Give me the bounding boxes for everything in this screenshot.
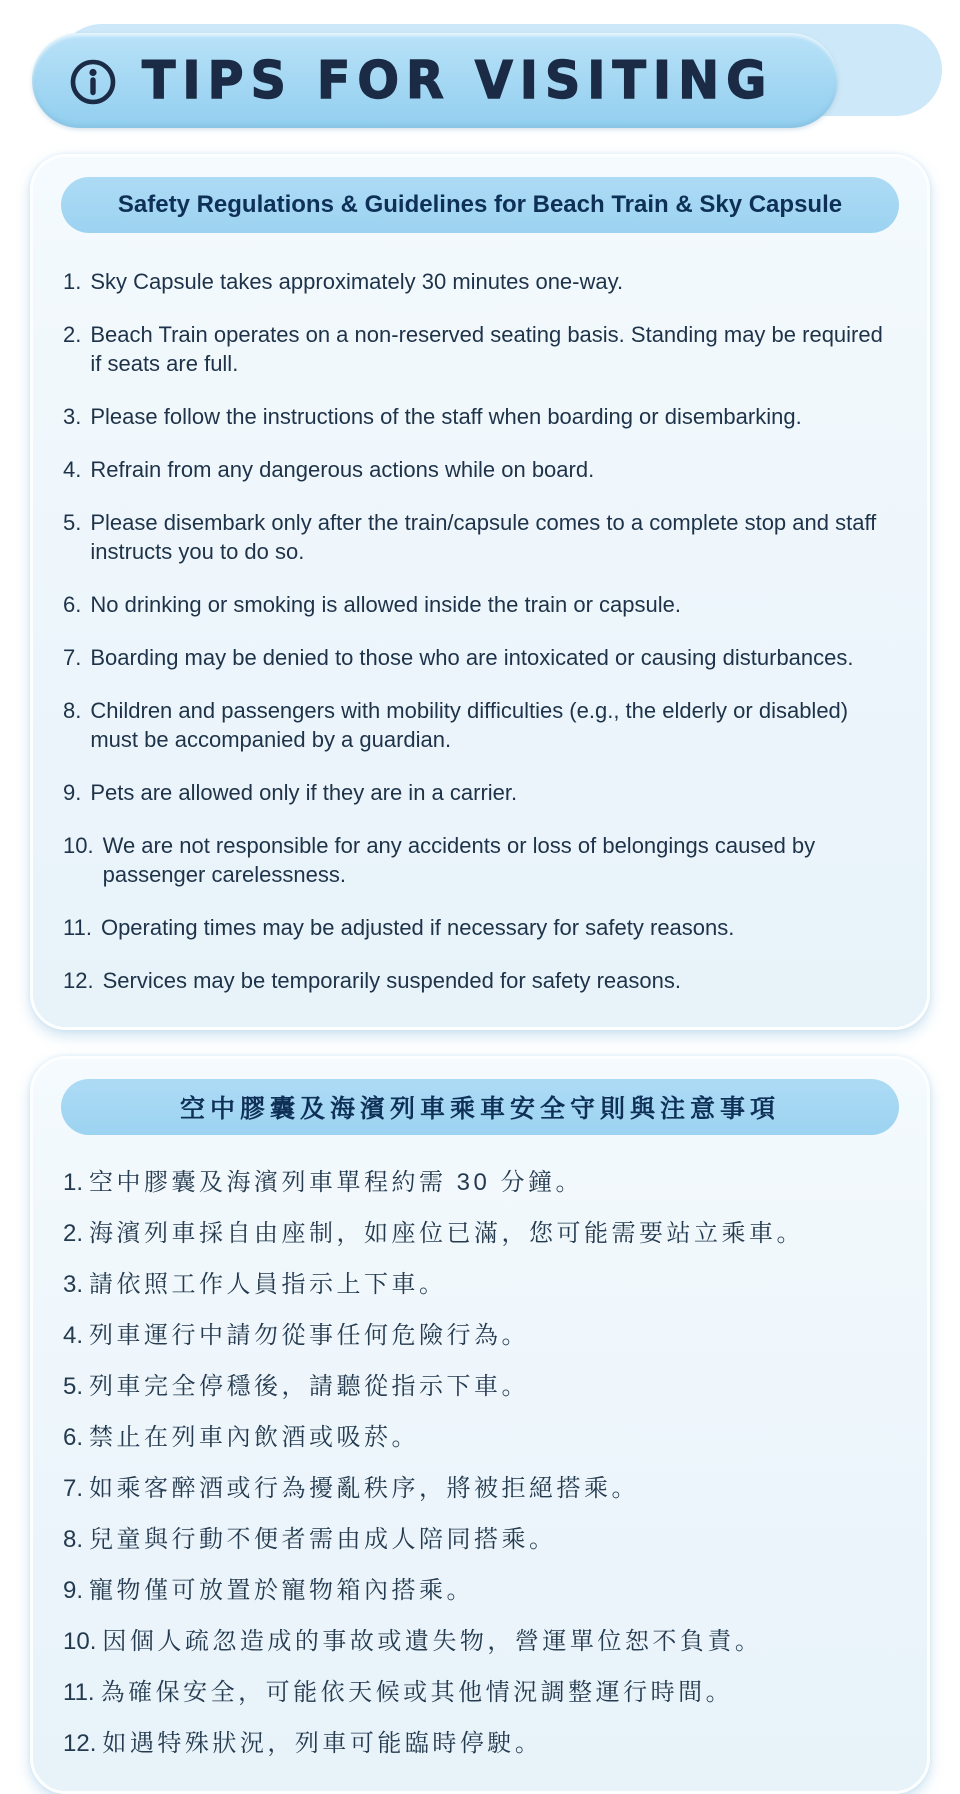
item-number: 3. bbox=[63, 404, 82, 429]
tips-for-visiting-page bbox=[0, 24, 960, 1794]
item-text: 如遇特殊狀況，列車可能臨時停駛。 bbox=[102, 1730, 543, 1757]
item-number: 2. bbox=[63, 1220, 84, 1247]
page-title-banner bbox=[30, 24, 930, 128]
list-item bbox=[63, 1320, 899, 1351]
list-item bbox=[63, 1575, 899, 1606]
item-text: Pets are allowed only if they are in a carrier. bbox=[90, 780, 518, 805]
item-text: 禁止在列車內飲酒或吸菸。 bbox=[89, 1424, 420, 1451]
list-item bbox=[63, 778, 899, 807]
item-text: 列車運行中請勿從事任何危險行為。 bbox=[89, 1322, 530, 1349]
page-title: TIPS FOR VISITING bbox=[142, 50, 774, 111]
item-number: 2. bbox=[63, 322, 82, 347]
item-text: 列車完全停穩後，請聽從指示下車。 bbox=[89, 1373, 530, 1400]
item-number: 6. bbox=[63, 592, 82, 617]
item-number: 4. bbox=[63, 457, 82, 482]
item-text: Services may be temporarily suspended for safety reasons. bbox=[102, 968, 681, 993]
item-text: Refrain from any dangerous actions while on board. bbox=[90, 457, 595, 482]
item-text: 請依照工作人員指示上下車。 bbox=[89, 1271, 447, 1298]
list-item bbox=[63, 696, 899, 754]
item-number: 9. bbox=[63, 1577, 84, 1604]
section-heading-english: Safety Regulations & Guidelines for Beach Train & Sky Capsule bbox=[61, 177, 899, 233]
info-icon bbox=[68, 57, 118, 107]
item-number: 4. bbox=[63, 1322, 84, 1349]
section-heading-chinese: 空中膠囊及海濱列車乘車安全守則與注意事項 bbox=[61, 1079, 899, 1135]
item-number: 6. bbox=[63, 1424, 84, 1451]
item-number: 11. bbox=[63, 1679, 95, 1706]
section-safety-chinese bbox=[30, 1056, 930, 1794]
item-text: No drinking or smoking is allowed inside the train or capsule. bbox=[90, 592, 681, 617]
list-item bbox=[63, 590, 899, 619]
item-number: 5. bbox=[63, 510, 82, 535]
item-number: 10. bbox=[63, 1628, 97, 1655]
list-item bbox=[63, 1524, 899, 1555]
item-number: 10. bbox=[63, 833, 94, 858]
item-text: Operating times may be adjusted if necessary for safety reasons. bbox=[100, 915, 735, 940]
safety-list-chinese bbox=[61, 1167, 899, 1759]
item-text: Beach Train operates on a non-reserved seating basis. Standing may be required if seats are full. bbox=[90, 322, 883, 376]
list-item bbox=[63, 267, 899, 296]
list-item bbox=[63, 1422, 899, 1453]
item-text: Children and passengers with mobility difficulties (e.g., the elderly or disabled) must be accompanied by a guardian. bbox=[90, 698, 849, 752]
section-safety-english bbox=[30, 154, 930, 1030]
list-item bbox=[63, 1626, 899, 1657]
item-text: Boarding may be denied to those who are intoxicated or causing disturbances. bbox=[90, 645, 854, 670]
list-item bbox=[63, 1218, 899, 1249]
item-number: 1. bbox=[63, 269, 82, 294]
item-number: 9. bbox=[63, 780, 82, 805]
item-number: 7. bbox=[63, 1475, 84, 1502]
list-item bbox=[63, 1677, 899, 1708]
item-text: 因個人疏忽造成的事故或遺失物，營運單位恕不負責。 bbox=[102, 1628, 763, 1655]
item-number: 11. bbox=[63, 915, 92, 940]
item-text: Please disembark only after the train/capsule comes to a complete stop and staff instructs you to do so. bbox=[90, 510, 877, 564]
item-number: 5. bbox=[63, 1373, 84, 1400]
list-item bbox=[63, 966, 899, 995]
item-number: 3. bbox=[63, 1271, 84, 1298]
list-item bbox=[63, 402, 899, 431]
list-item bbox=[63, 1728, 899, 1759]
list-item bbox=[63, 320, 899, 378]
item-text: 兒童與行動不便者需由成人陪同搭乘。 bbox=[89, 1526, 557, 1553]
list-item bbox=[63, 1167, 899, 1198]
list-item bbox=[63, 643, 899, 672]
item-number: 8. bbox=[63, 1526, 84, 1553]
item-number: 12. bbox=[63, 1730, 97, 1757]
list-item bbox=[63, 831, 899, 889]
item-number: 1. bbox=[63, 1169, 84, 1196]
item-number: 12. bbox=[63, 968, 94, 993]
item-text: 海濱列車採自由座制，如座位已滿，您可能需要站立乘車。 bbox=[89, 1220, 805, 1247]
list-item bbox=[63, 1269, 899, 1300]
item-text: We are not responsible for any accidents or loss of belongings caused by passenger carelessness. bbox=[102, 833, 816, 887]
item-text: 為確保安全，可能依天候或其他情況調整運行時間。 bbox=[100, 1679, 734, 1706]
list-item bbox=[63, 913, 899, 942]
list-item bbox=[63, 455, 899, 484]
title-pill bbox=[32, 33, 838, 128]
safety-list-english bbox=[61, 267, 899, 995]
item-text: Sky Capsule takes approximately 30 minutes one-way. bbox=[90, 269, 624, 294]
item-text: 如乘客醉酒或行為擾亂秩序，將被拒絕搭乘。 bbox=[89, 1475, 640, 1502]
list-item bbox=[63, 508, 899, 566]
list-item bbox=[63, 1473, 899, 1504]
item-number: 8. bbox=[63, 698, 82, 723]
item-number: 7. bbox=[63, 645, 82, 670]
item-text: 空中膠囊及海濱列車單程約需 30 分鐘。 bbox=[89, 1169, 584, 1196]
list-item bbox=[63, 1371, 899, 1402]
item-text: Please follow the instructions of the staff when boarding or disembarking. bbox=[90, 404, 802, 429]
item-text: 寵物僅可放置於寵物箱內搭乘。 bbox=[89, 1577, 475, 1604]
